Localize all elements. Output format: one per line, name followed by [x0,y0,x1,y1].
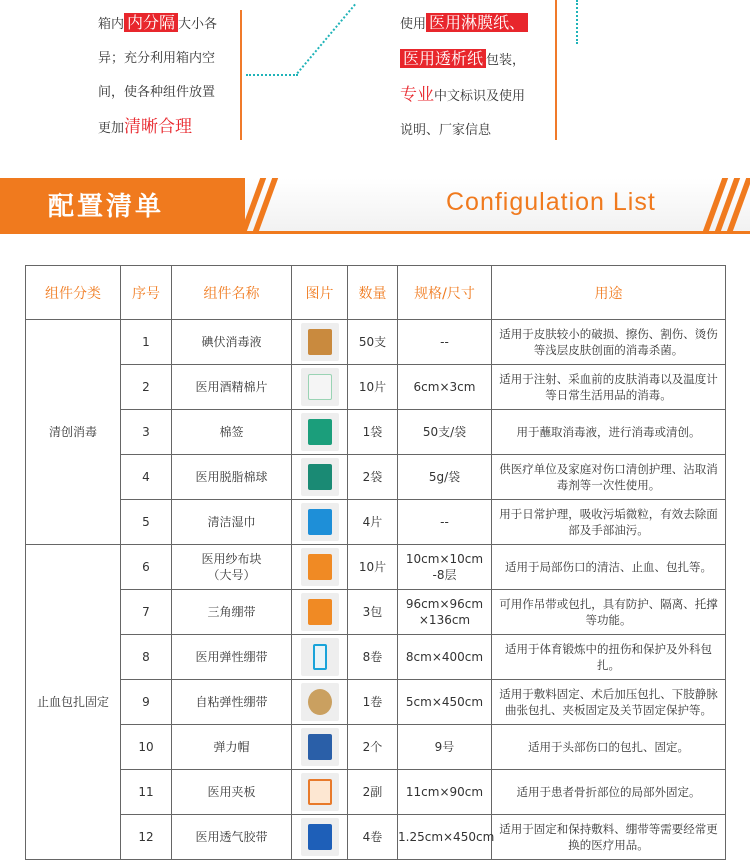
divider [555,0,557,140]
picture-cell [292,590,348,635]
name-cell: 清洁湿巾 [172,500,292,545]
table-row [26,365,726,410]
feature-right [400,6,560,148]
spec-cell: 9号 [398,725,492,770]
quantity-cell: 1袋 [348,410,398,455]
number-cell: 9 [121,680,172,725]
use-cell: 适用于皮肤较小的破损、擦伤、割伤、烫伤等浅层皮肤创面的消毒杀菌。 [492,320,726,365]
text: 更加 [98,121,125,136]
table-row [26,680,726,725]
text: 中文标识及使用 [434,89,526,104]
number-cell: 1 [121,320,172,365]
use-cell: 供医疗单位及家庭对伤口清创护理、沾取消毒剂等一次性使用。 [492,455,726,500]
text: 使用 [400,17,427,32]
use-cell: 适用于头部伤口的包扎、固定。 [492,725,726,770]
spec-cell: 6cm×3cm [398,365,492,410]
number-cell: 3 [121,410,172,455]
picture-cell [292,455,348,500]
quantity-cell: 10片 [348,545,398,590]
text: 说明、厂家信息 [400,123,492,138]
quantity-cell: 50支 [348,320,398,365]
quantity-cell: 4片 [348,500,398,545]
use-cell: 适用于敷料固定、术后加压包扎、下肢静脉曲张包扎、夹板固定及关节固定保护等。 [492,680,726,725]
header-cell: 用途 [492,266,726,320]
picture-cell [292,815,348,860]
divider [240,10,242,140]
spec-cell: 50支/袋 [398,410,492,455]
highlight: 医用透析纸 [400,49,486,68]
header-cell: 数量 [348,266,398,320]
name-cell: 自粘弹性绷带 [172,680,292,725]
use-cell: 用于日常护理，吸收污垢微粒，有效去除面部及手部油污。 [492,500,726,545]
quantity-cell: 2副 [348,770,398,815]
highlight: 医用淋膜纸、 [426,13,528,32]
picture-cell [292,500,348,545]
name-cell: 碘伏消毒液 [172,320,292,365]
name-cell: 医用酒精棉片 [172,365,292,410]
name-cell: 医用脱脂棉球 [172,455,292,500]
quantity-cell: 10片 [348,365,398,410]
table-row [26,500,726,545]
header-cell: 规格/尺寸 [398,266,492,320]
use-cell: 适用于固定和保持敷料、绷带等需要经常更换的医疗用品。 [492,815,726,860]
text: 间，使各种组件放置 [98,85,216,100]
number-cell: 7 [121,590,172,635]
category-cell: 清创消毒 [26,320,121,545]
name-cell: 医用弹性绷带 [172,635,292,680]
text: 箱内 [98,17,125,32]
table-row [26,590,726,635]
picture-cell [292,725,348,770]
spec-cell: 1.25cm×450cm [398,815,492,860]
picture-cell [292,365,348,410]
table-row [26,410,726,455]
use-cell: 可用作吊带或包扎，具有防护、隔离、托撑等功能。 [492,590,726,635]
section-banner [0,178,750,238]
spec-cell: -- [398,500,492,545]
picture-cell [292,410,348,455]
table-row [26,770,726,815]
name-cell: 弹力帽 [172,725,292,770]
picture-cell [292,545,348,590]
table-row [26,635,726,680]
picture-cell [292,770,348,815]
header-cell: 图片 [292,266,348,320]
category-cell: 止血包扎固定 [26,545,121,860]
picture-cell [292,635,348,680]
name-cell: 医用纱布块 （大号） [172,545,292,590]
number-cell: 10 [121,725,172,770]
use-cell: 适用于局部伤口的清洁、止血、包扎等。 [492,545,726,590]
triangle-bandage-icon [301,593,339,631]
splint-icon [301,773,339,811]
spec-cell: 5g/袋 [398,455,492,500]
number-cell: 11 [121,770,172,815]
number-cell: 6 [121,545,172,590]
table-row [26,455,726,500]
spec-cell: 8cm×400cm [398,635,492,680]
quantity-cell: 2袋 [348,455,398,500]
dotted-connector [576,0,578,44]
dotted-connector [246,74,298,76]
banner-title-en: Configulation List [446,188,656,216]
feature-left [98,6,248,146]
text: 异；充分利用箱内空 [98,51,216,66]
quantity-cell: 1卷 [348,680,398,725]
highlight: 内分隔 [124,13,178,32]
feature-blurbs [0,0,750,160]
self-adhesive-bandage-icon [301,683,339,721]
name-cell: 医用透气胶带 [172,815,292,860]
iodine-swab-icon [301,323,339,361]
quantity-cell: 8卷 [348,635,398,680]
cotton-swab-icon [301,413,339,451]
header-cell: 组件分类 [26,266,121,320]
use-cell: 用于蘸取消毒液，进行消毒或清创。 [492,410,726,455]
cotton-ball-icon [301,458,339,496]
text: 大小各 [178,17,218,32]
highlight: 清晰合理 [124,117,193,137]
name-cell: 棉签 [172,410,292,455]
quantity-cell: 2个 [348,725,398,770]
dotted-connector [296,4,355,74]
gauze-pad-icon [301,548,339,586]
name-cell: 医用夹板 [172,770,292,815]
table-row [26,725,726,770]
table-row [26,320,726,365]
spec-cell: 10cm×10cm -8层 [398,545,492,590]
quantity-cell: 3包 [348,590,398,635]
elastic-bandage-icon [301,638,339,676]
quantity-cell: 4卷 [348,815,398,860]
picture-cell [292,680,348,725]
highlight: 专业 [400,85,434,105]
header-cell: 序号 [121,266,172,320]
spec-cell: 5cm×450cm [398,680,492,725]
alcohol-pad-icon [301,368,339,406]
wet-wipe-icon [301,503,339,541]
elastic-cap-icon [301,728,339,766]
picture-cell [292,320,348,365]
table-header-row [26,266,726,320]
use-cell: 适用于患者骨折部位的局部外固定。 [492,770,726,815]
spec-cell: -- [398,320,492,365]
banner-underline [0,231,750,234]
table-row [26,545,726,590]
number-cell: 2 [121,365,172,410]
number-cell: 5 [121,500,172,545]
configuration-table [25,265,726,860]
number-cell: 4 [121,455,172,500]
text: 包装， [486,53,526,68]
header-cell: 组件名称 [172,266,292,320]
breathable-tape-icon [301,818,339,856]
number-cell: 8 [121,635,172,680]
number-cell: 12 [121,815,172,860]
spec-cell: 96cm×96cm ×136cm [398,590,492,635]
banner-title: 配置清单 [48,192,165,222]
use-cell: 适用于体育锻炼中的扭伤和保护及外科包扎。 [492,635,726,680]
use-cell: 适用于注射、采血前的皮肤消毒以及温度计等日常生活用品的消毒。 [492,365,726,410]
spec-cell: 11cm×90cm [398,770,492,815]
table-row [26,815,726,860]
name-cell: 三角绷带 [172,590,292,635]
